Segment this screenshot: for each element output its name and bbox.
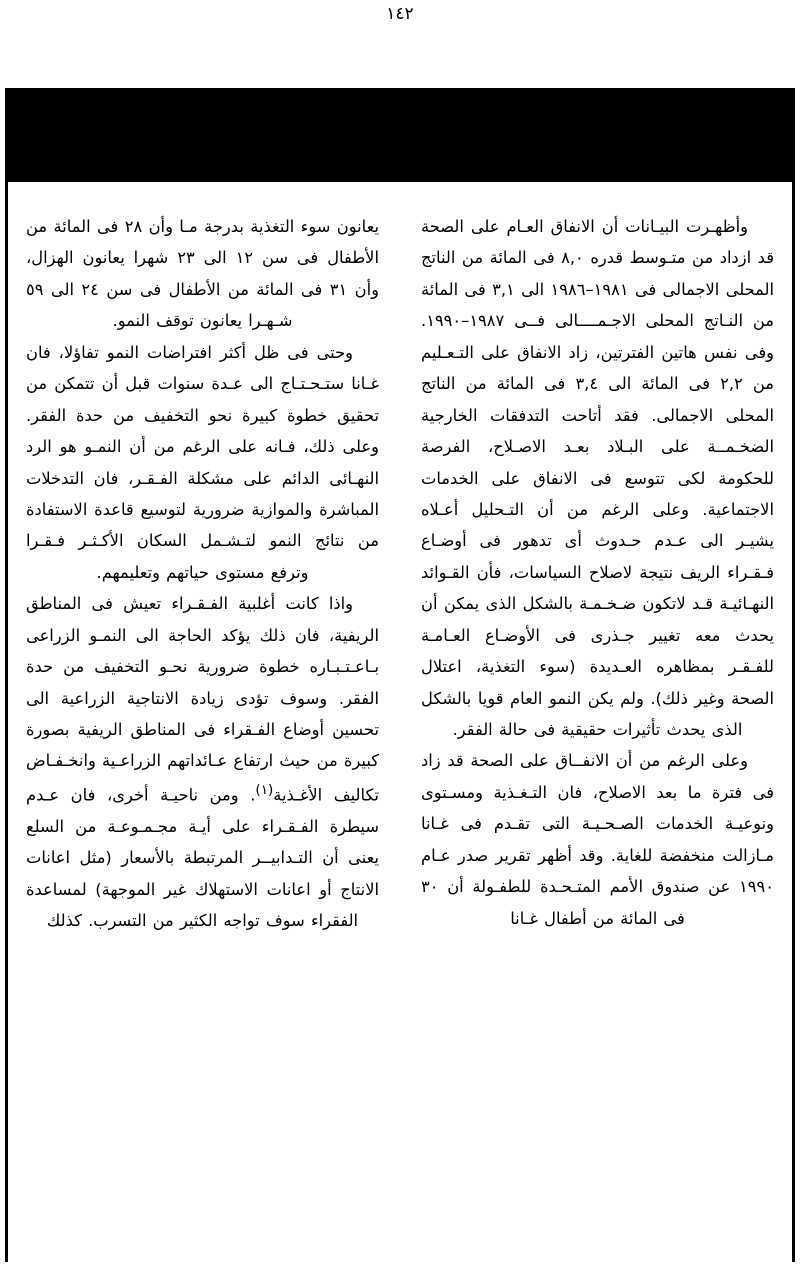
paragraph: يعانون سوء التغذية بدرجة مـا وأن ٢٨ فى المائة من الأطفال فى سن ١٢ الى ٢٣ شهرا يعانون الهزال، وأن ٣١ فى المائة من الأطفال فى سن ٢٤ الى ٥٩ شـهـرا يعانون توقف النمو. xyxy=(26,217,379,331)
paragraph: وحتى فى ظل أكثر افتراضات النمو تفاؤلا، فان غـانا ستـحـتـاج الى عـدة سنوات قبل أن تتمكن من تحقيق خطوة كبيرة نحو التخفيف من حدة الفقر. وعلى ذلك، فـانه على الرغم من أن النمـو هو الرد النهـائى الدائم على مشكلة الفـقـر، فان التدخلات المباشرة والموازية ضرورية لتوسيع قاعدة الاستفادة من نتائج النمو لتـشـمل السكان الأكـثـر فـقـرا وترفع مستوى حياتهم وتعليمهم. xyxy=(26,342,379,582)
header-black-band xyxy=(8,91,792,182)
right-column xyxy=(421,211,774,1262)
text-columns xyxy=(26,211,774,1262)
paragraph: واذا كانت أغلبية الفـقـراء تعيش فى المناطق الريفية، فان ذلك يؤكد الحاجة الى النمـو الزراعى بـاعـتـبـاره خطوة ضرورية نحـو التخفيف من حدة الفقر. وسوف تؤدى زيادة الانتاجية الزراعية الى تحسين أوضاع الفـقراء فى المناطق الريفية بصورة كبيرة من حيث ارتفاع عـائداتهم الزراعـية وانخـفـاض تكاليف الأغـذية$^{(١)}$. ومن ناحيـة أخرى، فان عـدم سيطرة الفـقـراء على أيـة مجـمـوعـة من السلع يعنى أن التـدابيــر المرتبطة بالأسعار (مثل اعانات الانتاج أو اعانات الاستهلاك غير الموجهة) لمساعدة الفقراء سوف تواجه الكثير من التسرب. كذلك xyxy=(26,594,379,931)
paragraph: وعلى الرغم من أن الانفــاق على الصحة قد زاد فى فترة ما بعد الاصلاح، فان التـغـذية ومسـتوى ونوعيـة الخدمات الصـحـيـة التى تقـدم فى غـانا مـازالت منخفضة للغاية. وقد أظهر تقرير صدر عـام ١٩٩٠ عن صندوق الأمم المتـحـدة للطفـولة أن ٣٠ فى المائة من أطفال غـانا xyxy=(421,751,774,928)
page-number: ١٤٢ xyxy=(386,4,414,24)
paragraph: وأظهـرت البيـانات أن الانفاق العـام على الصحة قد ازداد من متـوسط قدره ٨,٠ فى المائة من الناتج المحلى الاجمالى فى ١٩٨١–١٩٨٦ الى ٣,١ فى المائة من النـاتج المحلى الاجـمــــالى فــى ١٩٨٧–١٩٩٠. وفى نفس هاتين الفترتين، زاد الانفاق على التـعـليم من ٢,٢ فى المائة الى ٣,٤ فى المائة من الناتج المحلى الاجمالى. فقد أتاحت التدفقات الخارجية الضخـمــة على البـلاد بعـد الاصـلاح، الفرصة للحكومة لكى تتوسع فى الانفاق على الخدمات الاجتماعية. وعلى الرغم من أن التـحليل أعـلاه يشيـر الى عـدم حـدوث أى تدهور فى أوضـاع فـقـراء الريف نتيجة لاصلاح السياسات، فأن القـوائد النهـائيـة قـد لاتكون ضـخـمـة بالشكل الذى يمكن أن يحدث معه تغيير جـذرى فى الأوضـاع العـامـة للفـقـر بمظاهره العـديدة (سوء التغذية، اعتلال الصحة وغير ذلك). ولم يكن النمو العام قويا بالشكل الذى يحدث تأثيرات حقيقية فى حالة الفقر. xyxy=(421,217,775,739)
left-column xyxy=(26,211,379,1262)
content-frame xyxy=(5,88,795,1262)
